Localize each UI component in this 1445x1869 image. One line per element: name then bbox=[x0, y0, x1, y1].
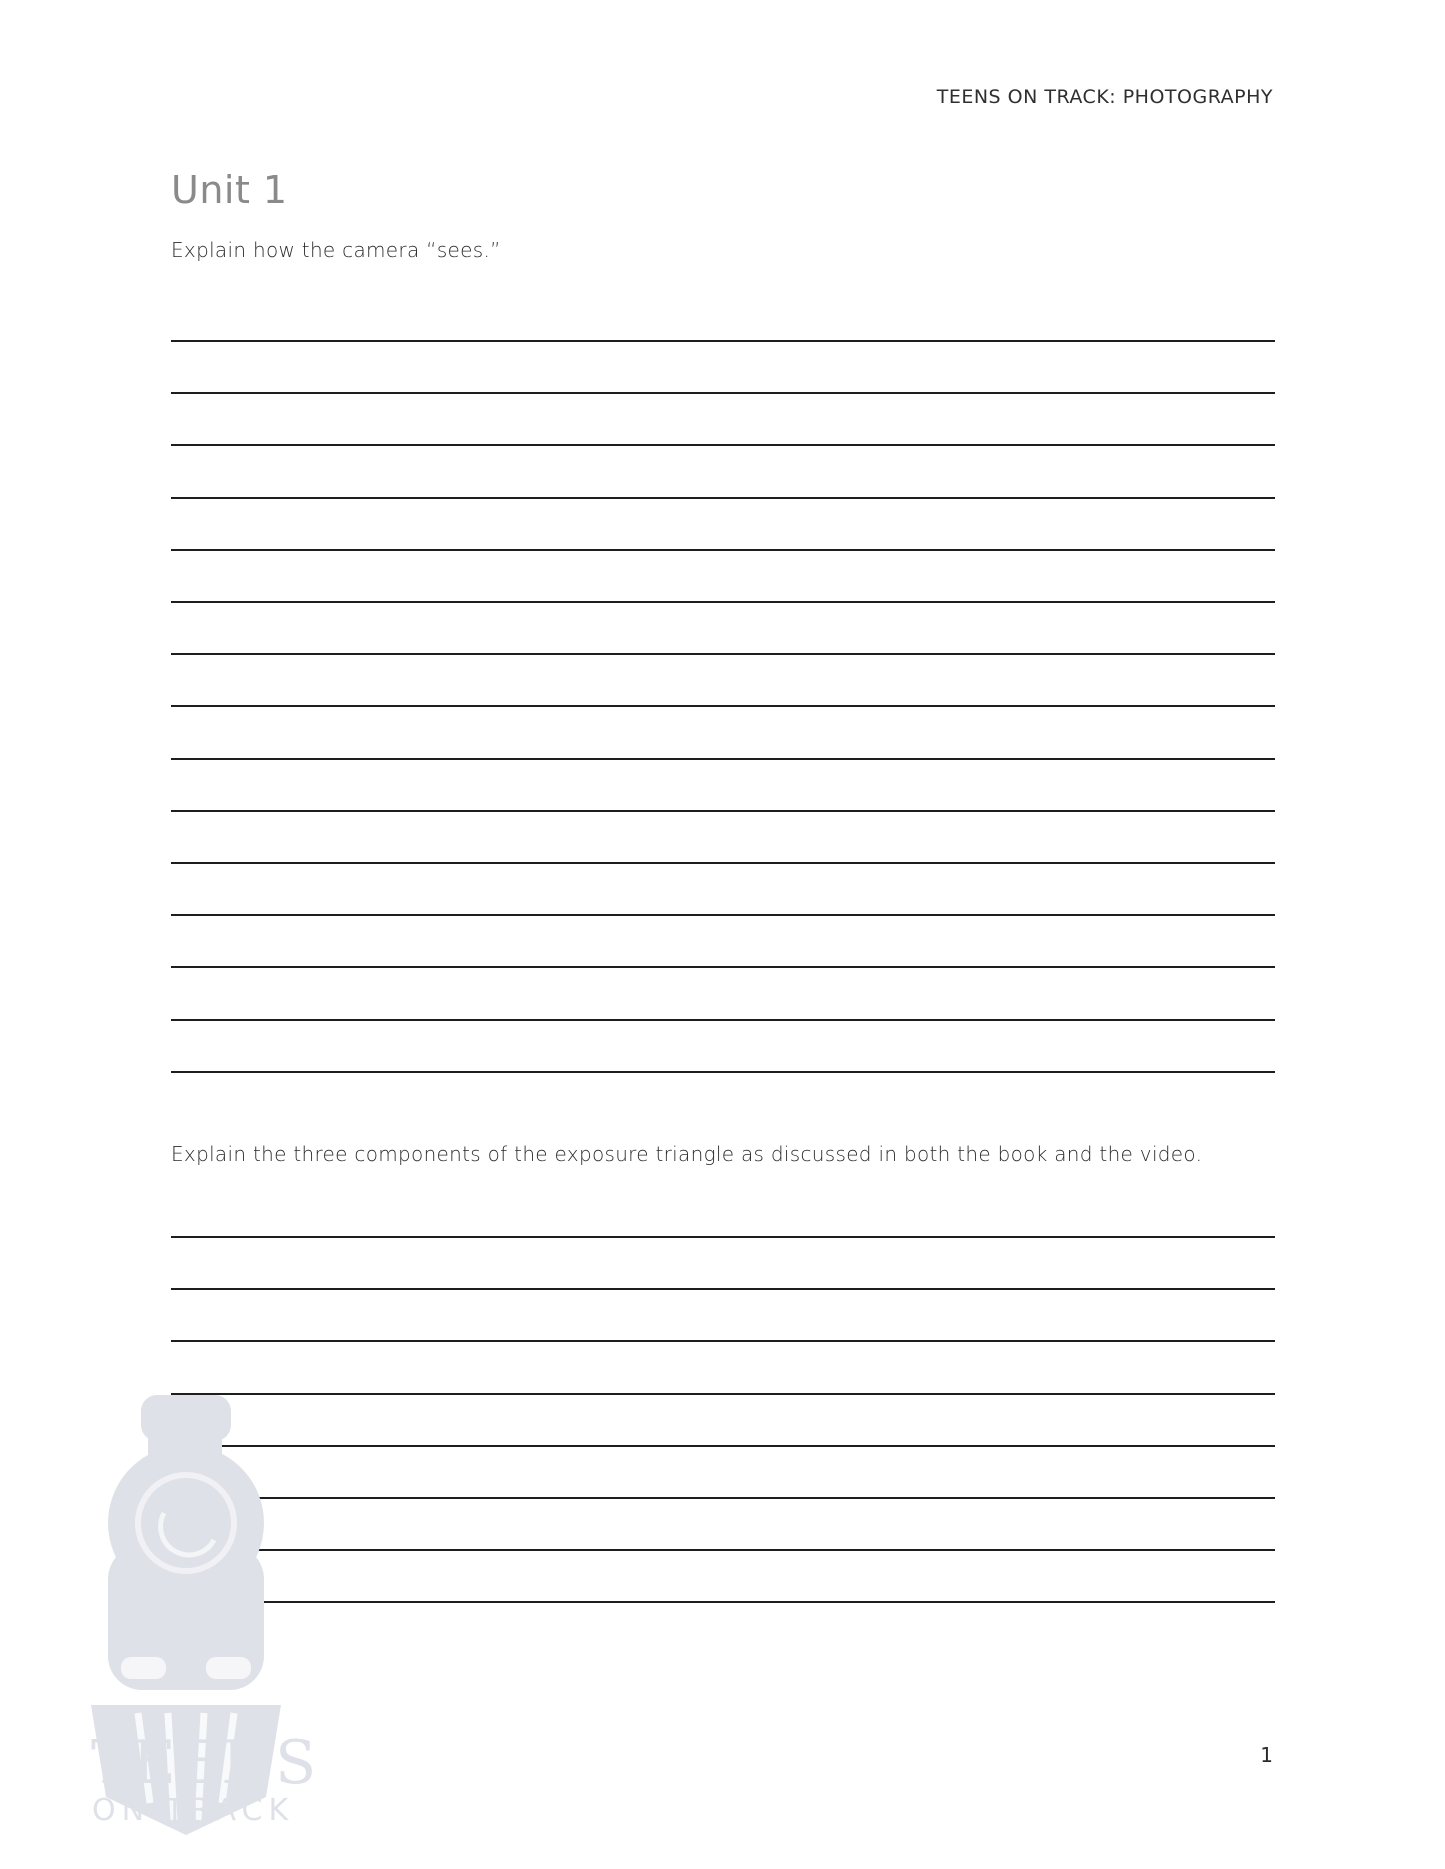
answer-line[interactable] bbox=[171, 340, 1275, 342]
answer-line[interactable] bbox=[171, 601, 1275, 603]
logo-wordmark-on-track: ON TRACK bbox=[92, 1793, 295, 1828]
answer-line[interactable] bbox=[171, 1445, 1275, 1447]
answer-line[interactable] bbox=[171, 914, 1275, 916]
answer-line[interactable] bbox=[171, 1601, 1275, 1603]
answer-line[interactable] bbox=[171, 1019, 1275, 1021]
answer-line[interactable] bbox=[171, 1288, 1275, 1290]
question-1-prompt: Explain how the camera “sees.” bbox=[171, 238, 501, 262]
page-number: 1 bbox=[1260, 1743, 1273, 1767]
answer-line[interactable] bbox=[171, 1497, 1275, 1499]
answer-line[interactable] bbox=[171, 966, 1275, 968]
answer-line[interactable] bbox=[171, 444, 1275, 446]
answer-line[interactable] bbox=[171, 810, 1275, 812]
answer-line[interactable] bbox=[171, 653, 1275, 655]
answer-line[interactable] bbox=[171, 1549, 1275, 1551]
unit-title: Unit 1 bbox=[171, 168, 288, 212]
answer-line[interactable] bbox=[171, 758, 1275, 760]
answer-line[interactable] bbox=[171, 705, 1275, 707]
answer-line[interactable] bbox=[171, 1393, 1275, 1395]
answer-line[interactable] bbox=[171, 392, 1275, 394]
answer-line[interactable] bbox=[171, 497, 1275, 499]
running-header: TEENS ON TRACK: PHOTOGRAPHY bbox=[936, 86, 1273, 108]
logo-wordmark-teens: TEENS bbox=[91, 1728, 318, 1798]
answer-line[interactable] bbox=[171, 1236, 1275, 1238]
answer-line[interactable] bbox=[171, 1071, 1275, 1073]
answer-line[interactable] bbox=[171, 862, 1275, 864]
answer-line[interactable] bbox=[171, 1340, 1275, 1342]
question-2-prompt: Explain the three components of the exposure triangle as discussed in both the book and the video. bbox=[171, 1142, 1203, 1166]
answer-line[interactable] bbox=[171, 549, 1275, 551]
